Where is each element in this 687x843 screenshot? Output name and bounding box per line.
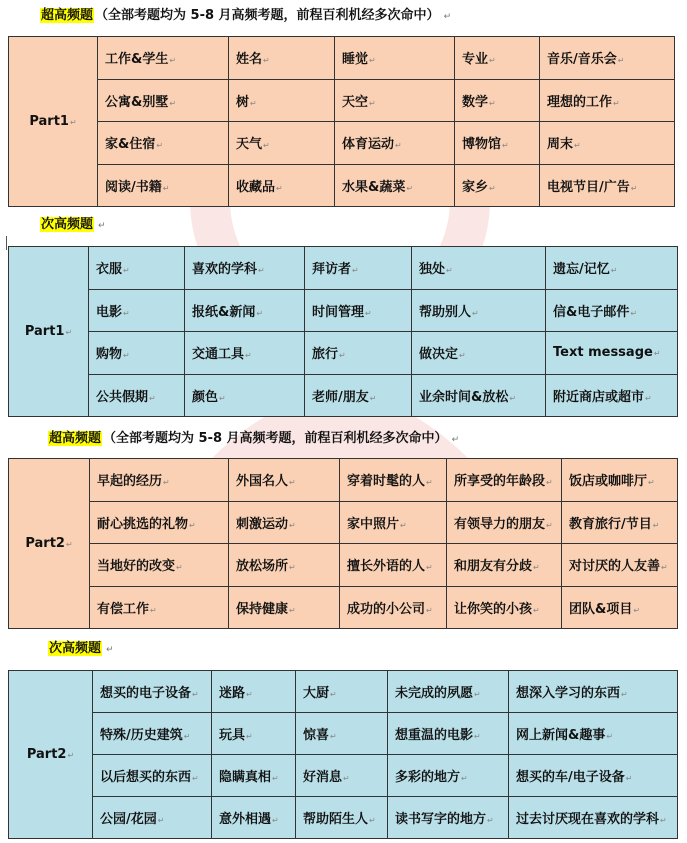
table-row: [9, 122, 675, 165]
cell-end-mark-icon: ↵: [330, 690, 337, 699]
cell-end-mark-icon: ↵: [461, 774, 468, 783]
cell-end-mark-icon: ↵: [574, 141, 581, 151]
topic-label: 所享受的年龄段: [454, 474, 546, 490]
topic-label: 独处: [419, 262, 446, 278]
topic-label: 拜访者: [312, 262, 352, 278]
topic-cell: [509, 755, 678, 797]
cell-end-mark-icon: ↵: [69, 118, 77, 127]
cell-end-mark-icon: ↵: [246, 732, 253, 741]
cell-end-mark-icon: ↵: [648, 478, 655, 488]
table-row: [9, 713, 678, 755]
cell-end-mark-icon: ↵: [625, 774, 633, 783]
cell-end-mark-icon: ↵: [192, 774, 199, 783]
section-4-heading-highlight: 次高频题: [49, 641, 102, 656]
cell-end-mark-icon: ↵: [263, 56, 270, 66]
topic-cell: [412, 289, 546, 332]
topic-label: 公园/花园: [100, 812, 157, 827]
topic-cell: [229, 459, 340, 502]
cell-end-mark-icon: ↵: [123, 266, 130, 276]
cell-end-mark-icon: ↵: [67, 751, 75, 760]
topic-cell: [509, 713, 678, 755]
cell-end-mark-icon: ↵: [652, 520, 660, 530]
cell-end-mark-icon: ↵: [406, 183, 414, 193]
topic-label: 交通工具: [192, 347, 245, 363]
topic-cell: [447, 459, 562, 502]
topic-cell: [335, 122, 455, 165]
topic-label: 理想的工作: [547, 94, 613, 110]
cell-end-mark-icon: ↵: [489, 98, 496, 108]
cell-end-mark-icon: ↵: [487, 816, 494, 825]
table-row: [9, 671, 678, 713]
cell-end-mark-icon: ↵: [489, 183, 496, 193]
topic-label: 有偿工作: [97, 601, 150, 617]
topic-label: 保持健康: [236, 601, 289, 617]
part-label-cell: [9, 459, 90, 629]
cell-end-mark-icon: ↵: [65, 328, 73, 337]
topic-label: 当地好的改变: [97, 559, 176, 575]
table-row: [9, 501, 678, 544]
cell-end-mark-icon: ↵: [369, 393, 377, 403]
topic-label: 睡觉: [342, 52, 369, 68]
topic-label: 让你笑的小孩: [454, 601, 533, 617]
topic-cell: [305, 374, 412, 417]
table-row: [9, 797, 678, 839]
topic-cell: [93, 797, 212, 839]
topic-label: 想深入学习的东西: [516, 686, 621, 701]
topic-cell: [447, 586, 562, 629]
cell-end-mark-icon: ↵: [426, 478, 433, 488]
cell-end-mark-icon: ↵: [169, 98, 177, 108]
cell-end-mark-icon: ↵: [426, 563, 433, 573]
topic-label: 喜欢的学科: [192, 262, 258, 278]
topic-cell: [546, 374, 678, 417]
part-label-cell: [9, 37, 98, 207]
cell-end-mark-icon: ↵: [276, 183, 283, 193]
topic-label: Text message: [553, 345, 653, 361]
cell-end-mark-icon: ↵: [369, 816, 376, 825]
topic-label: 耐心挑选的礼物: [97, 516, 189, 532]
topic-label: 报纸&新闻: [192, 304, 256, 320]
topic-label: 购物: [96, 347, 123, 363]
topic-cell: [185, 289, 305, 332]
topic-label: 遗忘/记忆: [553, 262, 610, 278]
cell-end-mark-icon: ↵: [426, 605, 433, 615]
topic-label: 想买的电子设备: [100, 686, 192, 701]
topic-cell: [98, 37, 229, 80]
section-1-table: [8, 36, 675, 207]
topic-label: 水果&蔬菜: [342, 179, 406, 195]
section-2-heading: [40, 216, 106, 235]
topic-cell: [89, 289, 185, 332]
topic-label: 专业: [462, 52, 489, 68]
topic-label: 电影: [96, 304, 123, 320]
paragraph-mark-icon: ↵: [98, 221, 106, 231]
topic-cell: [90, 586, 229, 629]
topic-cell: [562, 586, 678, 629]
topic-cell: [93, 671, 212, 713]
table-row: [9, 79, 675, 122]
topic-cell: [335, 79, 455, 122]
topic-cell: [412, 374, 546, 417]
section-3-heading-highlight: 超高频题: [49, 431, 102, 446]
section-3-heading-note: （全部考题均为 5-8 月高频考题，前程百利机经多次命中）: [103, 431, 448, 446]
topic-cell: [89, 332, 185, 375]
topic-cell: [90, 459, 229, 502]
topic-label: 博物馆: [462, 137, 502, 153]
cell-end-mark-icon: ↵: [189, 520, 196, 530]
topic-label: 体育运动: [342, 137, 395, 153]
topic-label: 帮助陌生人: [303, 812, 369, 827]
topic-cell: [540, 164, 675, 207]
cell-end-mark-icon: ↵: [330, 732, 337, 741]
topic-label: 周末: [547, 137, 574, 153]
topic-cell: [93, 755, 212, 797]
topic-label: 信&电子邮件: [553, 304, 630, 320]
topic-label: 未完成的夙愿: [395, 686, 474, 701]
topic-label: 以后想买的东西: [100, 770, 192, 785]
cell-end-mark-icon: ↵: [472, 308, 479, 318]
topic-label: 惊喜: [303, 728, 330, 743]
cell-end-mark-icon: ↵: [661, 563, 668, 573]
cell-end-mark-icon: ↵: [369, 98, 376, 108]
cell-end-mark-icon: ↵: [123, 308, 130, 318]
cell-end-mark-icon: ↵: [365, 308, 372, 318]
topic-cell: [229, 501, 340, 544]
topic-cell: [229, 544, 340, 587]
topic-cell: [212, 755, 296, 797]
topic-cell: [229, 122, 335, 165]
table-row: [9, 332, 678, 375]
cell-end-mark-icon: ↵: [150, 605, 157, 615]
part-label: Part2: [25, 536, 65, 551]
topic-cell: [540, 79, 675, 122]
cell-end-mark-icon: ↵: [272, 816, 279, 825]
topic-label: 团队&项目: [569, 601, 633, 617]
topic-label: 工作&学生: [105, 52, 169, 68]
cell-end-mark-icon: ↵: [617, 56, 625, 66]
topic-cell: [509, 671, 678, 713]
topic-cell: [447, 544, 562, 587]
paragraph-mark-icon: ↵: [451, 435, 460, 445]
topic-cell: [98, 122, 229, 165]
topic-cell: [89, 247, 185, 290]
topic-cell: [455, 164, 540, 207]
topic-label: 刺激运动: [236, 516, 289, 532]
cell-end-mark-icon: ↵: [533, 605, 540, 615]
cell-end-mark-icon: ↵: [149, 393, 156, 403]
topic-cell: [540, 122, 675, 165]
cell-end-mark-icon: ↵: [474, 690, 481, 699]
cell-end-mark-icon: ↵: [613, 98, 620, 108]
topic-label: 公共假期: [96, 389, 149, 405]
topic-cell: [296, 797, 388, 839]
topic-cell: [455, 122, 540, 165]
topic-label: 饭店或咖啡厅: [569, 474, 648, 490]
cell-end-mark-icon: ↵: [369, 56, 376, 66]
topic-label: 成功的小公司: [347, 601, 426, 617]
topic-cell: [296, 671, 388, 713]
part-label: Part2: [26, 747, 67, 762]
cell-end-mark-icon: ↵: [621, 690, 628, 699]
topic-label: 业余时间&放松: [419, 389, 509, 405]
cell-end-mark-icon: ↵: [446, 266, 453, 276]
section-4-table: [8, 670, 678, 839]
topic-label: 收藏品: [236, 179, 276, 195]
topic-cell: [305, 247, 412, 290]
topic-label: 读书写字的地方: [395, 812, 487, 827]
topic-cell: [90, 501, 229, 544]
topic-cell: [98, 79, 229, 122]
cell-end-mark-icon: ↵: [633, 605, 641, 615]
cell-end-mark-icon: ↵: [219, 393, 226, 403]
topic-label: 衣服: [96, 262, 123, 278]
topic-cell: [340, 459, 447, 502]
topic-label: 特殊/历史建筑: [100, 728, 183, 743]
topic-cell: [546, 332, 678, 375]
cell-end-mark-icon: ↵: [246, 690, 253, 699]
cell-end-mark-icon: ↵: [157, 816, 165, 825]
cell-end-mark-icon: ↵: [339, 351, 346, 361]
topic-cell: [185, 374, 305, 417]
table-row: [9, 164, 675, 207]
topic-label: 外国名人: [236, 474, 289, 490]
topic-cell: [546, 289, 678, 332]
cell-end-mark-icon: ↵: [183, 732, 191, 741]
topic-cell: [296, 755, 388, 797]
cell-end-mark-icon: ↵: [169, 56, 177, 66]
cell-end-mark-icon: ↵: [630, 308, 638, 318]
topic-label: 多彩的地方: [395, 770, 461, 785]
topic-cell: [388, 671, 509, 713]
topic-label: 公寓&别墅: [105, 94, 169, 110]
topic-cell: [562, 459, 678, 502]
text-cursor: [6, 236, 7, 250]
topic-label: 帮助别人: [419, 304, 472, 320]
table-row: [9, 755, 678, 797]
cell-end-mark-icon: ↵: [162, 183, 170, 193]
cell-end-mark-icon: ↵: [272, 774, 279, 783]
section-1-heading: [40, 7, 451, 26]
cell-end-mark-icon: ↵: [645, 393, 652, 403]
topic-label: 做决定: [419, 347, 459, 363]
topic-label: 穿着时髦的人: [347, 474, 426, 490]
cell-end-mark-icon: ↵: [395, 141, 402, 151]
cell-end-mark-icon: ↵: [474, 732, 481, 741]
topic-cell: [562, 501, 678, 544]
topic-cell: [305, 289, 412, 332]
topic-cell: [335, 37, 455, 80]
paragraph-mark-icon: ↵: [106, 645, 114, 655]
cell-end-mark-icon: ↵: [65, 540, 73, 549]
topic-cell: [229, 586, 340, 629]
topic-label: 和朋友有分歧: [454, 559, 533, 575]
topic-cell: [455, 79, 540, 122]
topic-cell: [212, 797, 296, 839]
cell-end-mark-icon: ↵: [606, 732, 614, 741]
topic-cell: [340, 586, 447, 629]
table-row: [9, 459, 678, 502]
topic-label: 旅行: [312, 347, 339, 363]
section-1-heading-note: （全部考题均为 5-8 月高频考题，前程百利机经多次命中）: [95, 8, 440, 23]
topic-label: 迷路: [219, 686, 246, 701]
topic-cell: [229, 164, 335, 207]
cell-end-mark-icon: ↵: [258, 266, 265, 276]
cell-end-mark-icon: ↵: [630, 183, 638, 193]
section-2-heading-highlight: 次高频题: [41, 217, 94, 232]
topic-label: 隐瞒真相: [219, 770, 272, 785]
topic-cell: [229, 79, 335, 122]
topic-cell: [455, 37, 540, 80]
cell-end-mark-icon: ↵: [400, 520, 407, 530]
topic-label: 姓名: [236, 52, 263, 68]
cell-end-mark-icon: ↵: [163, 478, 170, 488]
topic-label: 意外相遇: [219, 812, 272, 827]
topic-label: 音乐/音乐会: [547, 52, 617, 68]
topic-label: 想买的车/电子设备: [516, 770, 625, 785]
table-row: [9, 37, 675, 80]
topic-label: 颜色: [192, 389, 219, 405]
topic-label: 树: [236, 94, 250, 110]
topic-label: 天空: [342, 94, 369, 110]
topic-label: 老师/朋友: [312, 389, 369, 405]
paragraph-mark-icon: ↵: [443, 12, 452, 22]
topic-label: 大厨: [303, 686, 330, 701]
topic-cell: [562, 544, 678, 587]
section-1-heading-highlight: 超高频题: [41, 8, 94, 23]
part-label-cell: [9, 247, 89, 417]
topic-label: 网上新闻&趣事: [516, 728, 606, 743]
topic-cell: [185, 332, 305, 375]
topic-cell: [340, 501, 447, 544]
topic-cell: [335, 164, 455, 207]
topic-cell: [305, 332, 412, 375]
topic-label: 对讨厌的人友善: [569, 559, 661, 575]
cell-end-mark-icon: ↵: [250, 98, 257, 108]
topic-cell: [509, 797, 678, 839]
topic-cell: [340, 544, 447, 587]
table-row: [9, 247, 678, 290]
topic-cell: [447, 501, 562, 544]
topic-cell: [229, 37, 335, 80]
cell-end-mark-icon: ↵: [192, 690, 199, 699]
table-row: [9, 586, 678, 629]
topic-cell: [388, 797, 509, 839]
cell-end-mark-icon: ↵: [610, 266, 618, 276]
topic-label: 过去讨厌现在喜欢的学科: [516, 812, 660, 827]
topic-label: 家&住宿: [105, 137, 156, 153]
section-4-heading: [48, 640, 114, 659]
topic-label: 数学: [462, 94, 489, 110]
topic-label: 时间管理: [312, 304, 365, 320]
cell-end-mark-icon: ↵: [546, 520, 553, 530]
topic-label: 玩具: [219, 728, 246, 743]
cell-end-mark-icon: ↵: [289, 605, 296, 615]
cell-end-mark-icon: ↵: [489, 56, 496, 66]
table-row: [9, 374, 678, 417]
topic-label: 好消息: [303, 770, 343, 785]
section-3-table: [8, 458, 678, 629]
cell-end-mark-icon: ↵: [660, 816, 667, 825]
topic-cell: [98, 164, 229, 207]
cell-end-mark-icon: ↵: [352, 266, 359, 276]
topic-label: 电视节目/广告: [547, 179, 630, 195]
topic-label: 附近商店或超市: [553, 389, 645, 405]
topic-cell: [93, 713, 212, 755]
topic-cell: [185, 247, 305, 290]
topic-cell: [90, 544, 229, 587]
part-label: Part1: [24, 324, 65, 339]
topic-cell: [540, 37, 675, 80]
topic-cell: [296, 713, 388, 755]
cell-end-mark-icon: ↵: [533, 563, 540, 573]
cell-end-mark-icon: ↵: [459, 351, 466, 361]
topic-label: 擅长外语的人: [347, 559, 426, 575]
topic-label: 有领导力的朋友: [454, 516, 546, 532]
topic-label: 放松场所: [236, 559, 289, 575]
cell-end-mark-icon: ↵: [546, 478, 553, 488]
topic-cell: [212, 713, 296, 755]
part-label: Part1: [29, 114, 69, 129]
topic-cell: [412, 332, 546, 375]
cell-end-mark-icon: ↵: [123, 351, 130, 361]
topic-cell: [388, 755, 509, 797]
topic-label: 天气: [236, 137, 263, 153]
section-3-heading: [48, 430, 459, 449]
topic-cell: [89, 374, 185, 417]
section-2-table: [8, 246, 678, 417]
topic-label: 家乡: [462, 179, 489, 195]
cell-end-mark-icon: ↵: [653, 349, 661, 359]
part-label-cell: [9, 671, 93, 839]
cell-end-mark-icon: ↵: [289, 520, 296, 530]
cell-end-mark-icon: ↵: [509, 393, 517, 403]
cell-end-mark-icon: ↵: [502, 141, 509, 151]
cell-end-mark-icon: ↵: [176, 563, 183, 573]
cell-end-mark-icon: ↵: [245, 351, 252, 361]
cell-end-mark-icon: ↵: [289, 478, 296, 488]
cell-end-mark-icon: ↵: [156, 141, 164, 151]
table-row: [9, 544, 678, 587]
topic-label: 阅读/书籍: [105, 179, 162, 195]
cell-end-mark-icon: ↵: [256, 308, 264, 318]
topic-label: 家中照片: [347, 516, 400, 532]
cell-end-mark-icon: ↵: [263, 141, 270, 151]
cell-end-mark-icon: ↵: [289, 563, 296, 573]
topic-label: 想重温的电影: [395, 728, 474, 743]
topic-label: 早起的经历: [97, 474, 163, 490]
cell-end-mark-icon: ↵: [343, 774, 350, 783]
topic-cell: [546, 247, 678, 290]
table-row: [9, 289, 678, 332]
topic-cell: [388, 713, 509, 755]
topic-label: 教育旅行/节目: [569, 516, 652, 532]
topic-cell: [412, 247, 546, 290]
topic-cell: [212, 671, 296, 713]
